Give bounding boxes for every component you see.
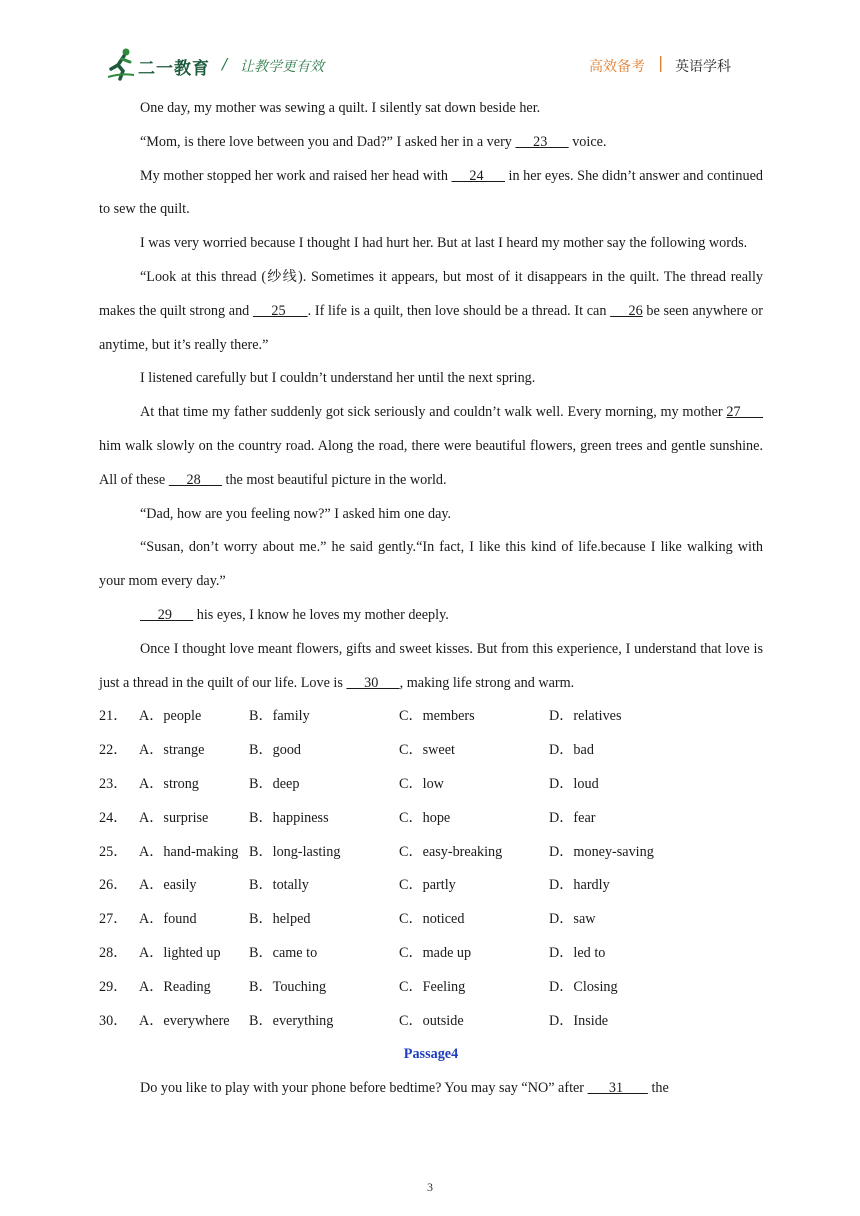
option-row: 28． A．lighted up B．came to C．made up D．led to	[99, 944, 606, 961]
blank-24: 24	[451, 167, 505, 184]
header-subject: 英语学科	[675, 59, 731, 75]
paragraph-6: I listened carefully but I couldn’t understand her until the next spring.	[140, 370, 536, 387]
option-row: 22． A．strange B．good C．sweet D．bad	[99, 742, 594, 759]
blank-23: 23	[515, 133, 569, 150]
running-man-logo-icon	[106, 47, 136, 81]
paragraph-10: 29 his eyes, I know he loves my mother deeply.	[140, 606, 449, 623]
blank-31: 31	[587, 1080, 648, 1097]
blank-27: 27	[726, 404, 764, 421]
page-number: 3	[427, 1180, 433, 1194]
paragraph-11: Once I thought love meant flowers, gifts and sweet kisses. But from this experience, I understand that love is just a thread in the quilt of our life. Love is 30 , making life strong and warm.	[99, 640, 763, 691]
paragraph-3: My mother stopped her work and raised her head with 24 in her eyes. She didn’t answer and continued to sew the quilt.	[99, 167, 763, 218]
paragraph-1: One day, my mother was sewing a quilt. I silently sat down beside her.	[140, 100, 541, 116]
blank-30: 30	[346, 674, 400, 691]
header-right-label: 高效备考	[589, 59, 645, 75]
option-row: 24． A．surprise B．happiness C．hope D．fear	[99, 809, 596, 826]
passage-title: Passage4	[403, 1046, 459, 1063]
blank-28: 28	[168, 471, 222, 488]
option-row: 23． A．strong B．deep C．low D．loud	[99, 775, 599, 792]
paragraph-7: At that time my father suddenly got sick seriously and couldn’t walk well. Every morning, my mother 27 him walk slowly on the country road. Along the road, there were beautiful flowers, green trees and gentle sunshine. All of these 28 the most beautiful picture in the world.	[99, 404, 764, 488]
option-row: 29． A．Reading B．Touching C．Feeling D．Closing	[99, 978, 618, 995]
options-list	[99, 700, 763, 1038]
option-row: 21． A．people B．family C．members D．relatives	[99, 708, 622, 725]
header-separator: /	[222, 55, 228, 73]
paragraph-4: I was very worried because I thought I had hurt her. But at last I heard my mother say the following words.	[140, 235, 748, 252]
option-row: 30． A．everywhere B．everything C．outside D．Inside	[99, 1012, 609, 1029]
header-right-bar: |	[658, 53, 664, 72]
blank-29: 29	[140, 606, 194, 623]
header-slogan: 让教学更有效	[240, 59, 324, 75]
page-header	[0, 0, 860, 90]
paragraph-8: “Dad, how are you feeling now?” I asked him one day.	[140, 505, 452, 522]
logo-text: 二一教育	[138, 59, 210, 79]
paragraph-2: “Mom, is there love between you and Dad?” I asked her in a very 23 voice.	[140, 133, 607, 150]
document-body	[99, 92, 763, 1106]
option-row: 25． A．hand-making B．long-lasting C．easy-breaking D．money-saving	[99, 843, 654, 860]
paragraph-5: “Look at this thread (纱线). Sometimes it appears, but most of it disappears in the quilt. The thread really makes the quilt strong and 25 . If life is a quilt, then love should be a thread. It can 26 be seen anywhere or anytime, but it’s really there.”	[99, 268, 764, 353]
blank-25: 25	[252, 302, 308, 319]
paragraph-9: “Susan, don’t worry about me.” he said gently.“In fact, I like this kind of life.because I like walking with your mom every day.”	[99, 539, 763, 590]
option-row: 27． A．found B．helped C．noticed D．saw	[99, 911, 596, 928]
option-row: 26． A．easily B．totally C．partly D．hardly	[99, 877, 610, 894]
blank-26: 26	[610, 302, 643, 319]
passage4-paragraph-1: Do you like to play with your phone before bedtime? You may say “NO” after 31 the	[140, 1080, 669, 1097]
